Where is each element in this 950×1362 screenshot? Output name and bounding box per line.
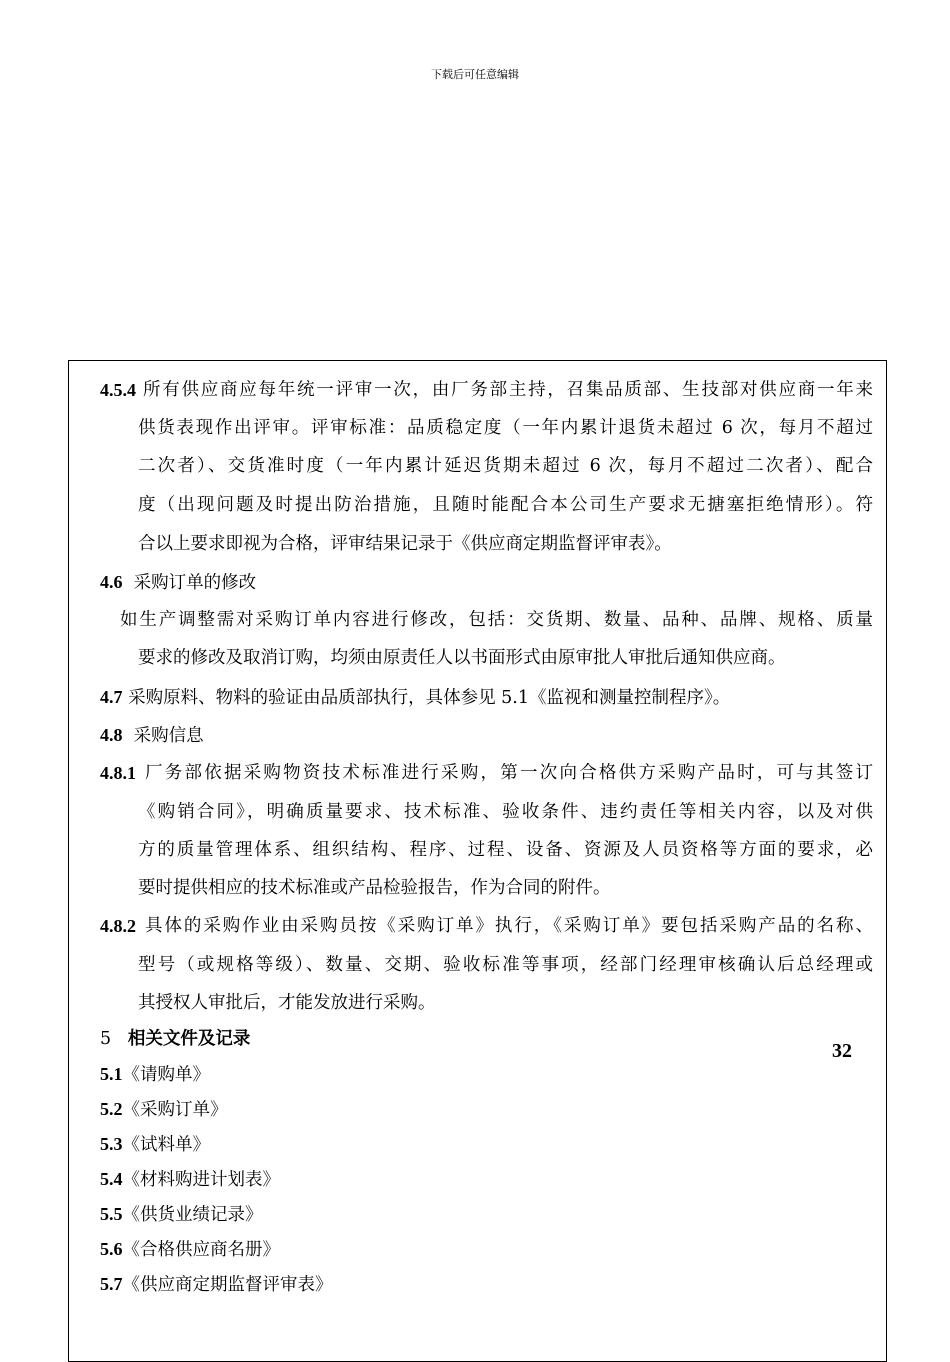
paragraph-line: 要时提供相应的技术标准或产品检验报告，作为合同的附件。 bbox=[138, 878, 611, 898]
section-heading: 4.6 采购订单的修改 bbox=[100, 572, 257, 593]
paragraph-line: 厂务部依据采购物资技术标准进行采购，第一次向合格供方采购产品时，可与其签订 bbox=[145, 763, 873, 783]
record-item: 5.4《材料购进计划表》 bbox=[100, 1169, 280, 1190]
section-number: 4.8.2 bbox=[100, 916, 136, 936]
paragraph-line: 合以上要求即视为合格，评审结果记录于《供应商定期监督评审表》。 bbox=[138, 534, 672, 554]
record-item: 5.1《请购单》 bbox=[100, 1064, 210, 1085]
record-item: 5.6《合格供应商名册》 bbox=[100, 1239, 280, 1260]
page-header: 下载后可任意编辑 bbox=[431, 68, 519, 81]
paragraph-line: 二次者）、交货准时度（一年内累计延迟货期未超过 6 次，每月不超过二次者）、配合 bbox=[138, 456, 873, 476]
paragraph-line: 如生产调整需对采购订单内容进行修改，包括：交货期、数量、品种、品牌、规格、质量 bbox=[120, 610, 873, 630]
paragraph-line: 具体的采购作业由采购员按《采购订单》执行，《采购订单》要包括采购产品的名称、 bbox=[145, 916, 873, 936]
record-item: 5.5《供货业绩记录》 bbox=[100, 1204, 263, 1225]
section-heading: 5 相关文件及记录 bbox=[100, 1029, 251, 1049]
paragraph-line: 《购销合同》，明确质量要求、技术标准、验收条件、违约责任等相关内容，以及对供 bbox=[138, 802, 873, 822]
section-number: 4.8.1 bbox=[100, 763, 136, 783]
paragraph-line: 所有供应商应每年统一评审一次，由厂务部主持，召集品质部、生技部对供应商一年来 bbox=[143, 380, 873, 400]
record-item: 5.7《供应商定期监督评审表》 bbox=[100, 1274, 333, 1295]
paragraph-line: 要求的修改及取消订购，均须由原责任人以书面形式由原审批人审批后通知供应商。 bbox=[138, 648, 786, 668]
paragraph-line: 4.7 采购原料、物料的验证由品质部执行，具体参见 5.1《监视和测量控制程序》。 bbox=[100, 687, 731, 708]
record-item: 5.2《采购订单》 bbox=[100, 1099, 228, 1120]
page-number: 32 bbox=[832, 1040, 852, 1062]
paragraph-line: 供货表现作出评审。评审标准：品质稳定度（一年内累计退货未超过 6 次，每月不超过 bbox=[138, 418, 873, 438]
paragraph-line: 度（出现问题及时提出防治措施，且随时能配合本公司生产要求无搪塞拒绝情形）。符 bbox=[138, 495, 873, 515]
paragraph-line: 型号（或规格等级）、数量、交期、验收标准等事项，经部门经理审核确认后总经理或 bbox=[138, 955, 873, 975]
section-number: 4.5.4 bbox=[100, 380, 136, 400]
record-item: 5.3《试料单》 bbox=[100, 1134, 210, 1155]
paragraph-line: 其授权人审批后，才能发放进行采购。 bbox=[138, 993, 436, 1013]
section-heading: 4.8 采购信息 bbox=[100, 725, 204, 746]
paragraph-line: 方的质量管理体系、组织结构、程序、过程、设备、资源及人员资格等方面的要求，必 bbox=[138, 840, 873, 860]
